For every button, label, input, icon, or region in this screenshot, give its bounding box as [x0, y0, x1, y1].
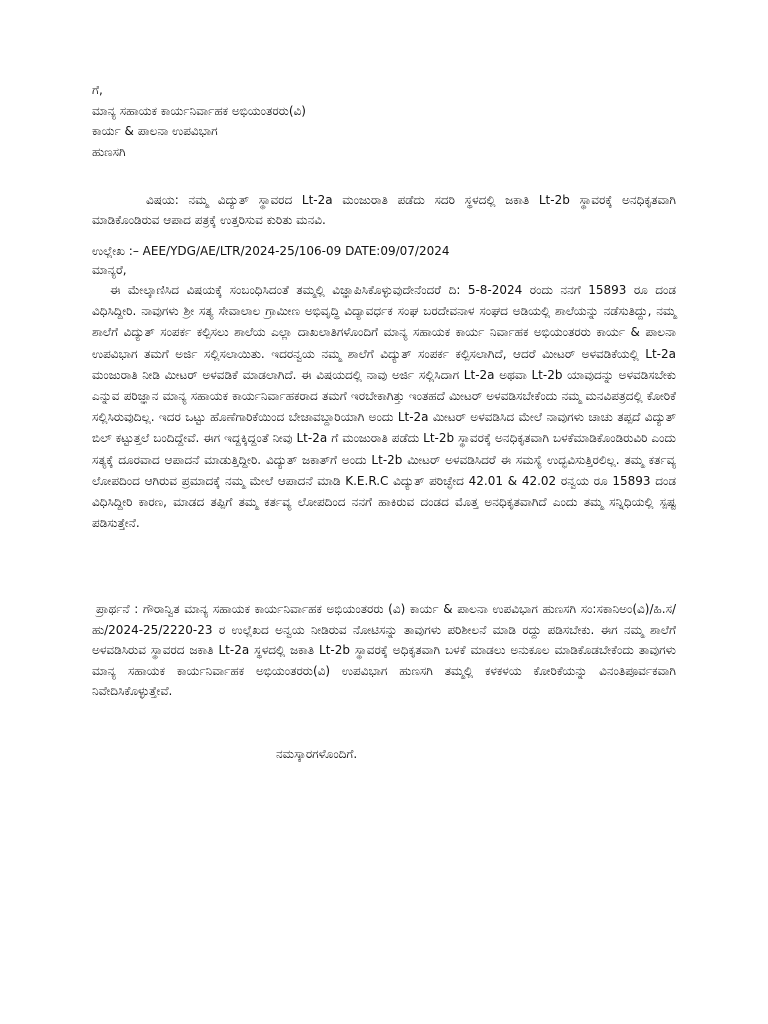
letter-salutation: ಮಾನ್ಯರೆ, — [92, 263, 127, 277]
address-to: ಗೆ, — [92, 83, 103, 97]
letter-reference: ಉಲ್ಲೇಖ :– AEE/YDG/AE/LTR/2024-25/106-09 DATE:09/07/2024 — [92, 244, 450, 258]
letter-subject: ವಿಷಯ: ನಮ್ಮ ವಿದ್ಯುತ್ ಸ್ಥಾವರದ Lt-2a ಮಂಜುರಾತಿ ಪಡೆದು ಸದರಿ ಸ್ಥಳದಲ್ಲಿ ಜಕಾತಿ Lt-2b ಸ್ಥಾವರಕ್ಕೆ ಅನಧಿಕೃತವಾಗಿ ಮಾಡಿಕೊಂಡಿರುವ ಆಪಾದ ಪತ್ರಕ್ಕೆ ಉತ್ತರಿಸುವ ಕುರಿತು ಮನವಿ. — [92, 193, 676, 227]
address-division: ಕಾರ್ಯ & ಪಾಲನಾ ಉಪವಿಭಾಗ — [92, 124, 218, 138]
address-designation: ಮಾನ್ಯ ಸಹಾಯಕ ಕಾರ್ಯನಿರ್ವಾಹಕ ಅಭಿಯಂತರರು(ವಿ) — [92, 103, 306, 118]
recipient-address — [92, 80, 692, 162]
letter-closing: ನಮಸ್ಕಾರಗಳೊಂದಿಗೆ. — [276, 747, 358, 761]
letter-body: ಈ ಮೇಲ್ಕಾಣಿಸಿದ ವಿಷಯಕ್ಕೆ ಸಂಬಂಧಿಸಿದಂತೆ ತಮ್ಮಲ್ಲಿ ವಿಜ್ಞಾಪಿಸಿಕೊಳ್ಳುವುದೇನೆಂದರೆ ದಿ: 5-8-2024 ರಂದು ನನಗೆ 15893 ರೂ ದಂಡ ವಿಧಿಸಿದ್ದೀರಿ. ನಾವುಗಳು ಶ್ರೀ ಸತ್ಯ ಸೇವಾಲಾಲ ಗ್ರಾಮೀಣ ಅಭಿವೃದ್ಧಿ ವಿದ್ಯಾವರ್ಧಕ ಸಂಘ ಬರದೇವನಾಳ ಸಂಘದ ಅಡಿಯಲ್ಲಿ ಶಾಲೆಯನ್ನು ನಡೆಸುತಿದ್ದು, ನಮ್ಮ ಶಾಲೆಗೆ ವಿದ್ಯುತ್ ಸಂಪರ್ಕ ಕಲ್ಪಿಸಲು ಶಾಲೆಯ ಎಲ್ಲಾ ದಾಖಲಾತಿಗಳೊಂದಿಗೆ ಮಾನ್ಯ ಸಹಾಯಕ ಕಾರ್ಯ ನಿರ್ವಾಹಕ ಅಭಿಯಂತರರು ಕಾರ್ಯ & ಪಾಲನಾ ಉಪವಿಭಾಗ ತಮಗೆ ಅರ್ಜಿ ಸಲ್ಲಿಸಲಾಯಿತು. ಇದರನ್ವಯ ನಮ್ಮ ಶಾಲೆಗೆ ವಿದ್ಯುತ್ ಸಂಪರ್ಕ ಕಲ್ಪಿಸಲಾಗಿದೆ, ಆದರೆ ಮೀಟರ್ ಅಳವಡಿಕೆಯಲ್ಲಿ Lt-2a ಮಂಜುರಾತಿ ನೀಡಿ ಮೀಟರ್ ಅಳವಡಿಕೆ ಮಾಡಲಾಗಿದೆ. ಈ ವಿಷಯದಲ್ಲಿ ನಾವು ಅರ್ಜಿ ಸಲ್ಲಿಸಿದಾಗ Lt-2a ಅಥವಾ Lt-2b ಯಾವುದನ್ನು ಅಳವಡಿಸಬೇಕು ಎನ್ನುವ ಪರಿಜ್ಞಾನ ಮಾನ್ಯ ಸಹಾಯಕ ಕಾರ್ಯನಿರ್ವಾಹಕರಾದ ತಮಗೆ ಇರಬೇಕಾಗಿತ್ತು ಇಂತಹದೆ ಮೀಟರ್ ಅಳವಡಿಸಬೇಕೆಂದು ನಮ್ಮ ಮನವಿಪತ್ರದಲ್ಲಿ ಕೋರಿಕೆ ಸಲ್ಲಿಸಿರುವುದಿಲ್ಲ. ಇದರ ಒಟ್ಟು ಹೊಣೆಗಾರಿಕೆಯಿಂದ ಬೇಜಾವಬ್ದಾರಿಯಾಗಿ ಅಂದು Lt-2a ಮೀಟರ್ ಅಳವಡಿಸಿದ ಮೇಲೆ ನಾವುಗಳು ಚಾಚು ತಪ್ಪದೆ ವಿದ್ಯುತ್ ಬಿಲ್ ಕಟ್ಟುತ್ತಲೆ ಬಂದಿದ್ದೇವೆ. ಈಗ ಇದ್ದಕ್ಕಿದ್ದಂತೆ ನೀವು Lt-2a ಗೆ ಮಂಜುರಾತಿ ಪಡೆದು Lt-2b ಸ್ಥಾವರಕ್ಕೆ ಅನಧಿಕೃತವಾಗಿ ಬಳಕೆಮಾಡಿಕೊಂಡಿರುವಿರಿ ಎಂದು ಸತ್ಯಕ್ಕೆ ದೂರವಾದ ಆಪಾದನೆ ಮಾಡುತ್ತಿದ್ದೀರಿ. ವಿದ್ಯುತ್ ಜಕಾತ್‌ಗೆ ಅಂದು Lt-2b ಮೀಟರ್ ಅಳವಡಿಸಿದರೆ ಈ ಸಮಸ್ಯೆ ಉದ್ಭವಿಸುತ್ತಿರಲಿಲ್ಲ. ತಮ್ಮ ಕರ್ತವ್ಯ ಲೋಪದಿಂದ ಆಗಿರುವ ಪ್ರಮಾದಕ್ಕೆ ನಮ್ಮ ಮೇಲೆ ಆಪಾದನೆ ಮಾಡಿ K.E.R.C ವಿದ್ಯುತ್ ಪರಿಚ್ಛೇದ 42.01 & 42.02 ರನ್ವಯ ರೂ 15893 ದಂಡ ವಿಧಿಸಿದ್ದೀರಿ ಕಾರಣ, ಮಾಡದ ತಪ್ಪಿಗೆ ತಮ್ಮ ಕರ್ತವ್ಯ ಲೋಪದಿಂದ ನನಗೆ ಹಾಕಿರುವ ದಂಡದ ಮೊತ್ತ ಅನಧಿಕೃತವಾಗಿದೆ ಎಂದು ತಮ್ಮ ಸನ್ನಿಧಿಯಲ್ಲಿ ಸ್ಪಷ್ಟ ಪಡಿಸುತ್ತೇನೆ. — [92, 283, 676, 531]
address-place: ಹುಣಸಗಿ — [92, 144, 126, 159]
letter-prayer: ಪ್ರಾರ್ಥನೆ : ಗೌರಾನ್ವಿತ ಮಾನ್ಯ ಸಹಾಯಕ ಕಾರ್ಯನಿರ್ವಾಹಕ ಅಭಿಯಂತರರು (ವಿ) ಕಾರ್ಯ & ಪಾಲನಾ ಉಪವಿಭಾಗ ಹುಣಸಗಿ ಸಂ:ಸಕಾನಿಅಂ(ವಿ)/ಹಿ.ಸ/ಹು/2024-25/2220-23 ರ ಉಲ್ಲೆಖದ ಅನ್ವಯ ನೀಡಿರುವ ನೋಟಿಸನ್ನು ತಾವುಗಳು ಪರಿಶೀಲನೆ ಮಾಡಿ ರದ್ದು ಪಡಿಸಬೇಕು. ಈಗ ನಮ್ಮ ಶಾಲೆಗೆ ಅಳವಡಿಸಿರುವ ಸ್ಥಾವರದ ಜಕಾತಿ Lt-2a ಸ್ಥಳದಲ್ಲಿ ಜಕಾತಿ Lt-2b ಸ್ಥಾವರಕ್ಕೆ ಅಧಿಕೃತವಾಗಿ ಬಳಕೆ ಮಾಡಲು ಅನುಕೂಲ ಮಾಡಿಕೊಡಬೇಕೆಂದು ತಾವುಗಳು ಮಾನ್ಯ ಸಹಾಯಕ ಕಾರ್ಯನಿರ್ವಾಹಕ ಅಭಿಯಂತರರು(ವಿ) ಉಪವಿಭಾಗ ಹುಣಸಗಿ ತಮ್ಮಲ್ಲಿ ಕಳಕಳಯ ಕೋರಿಕೆಯನ್ನು ವಿನಂತಿಪೂರ್ವಕವಾಗಿ ನಿವೇದಿಸಿಕೊಳ್ಳುತ್ತೇವೆ. — [92, 602, 676, 698]
